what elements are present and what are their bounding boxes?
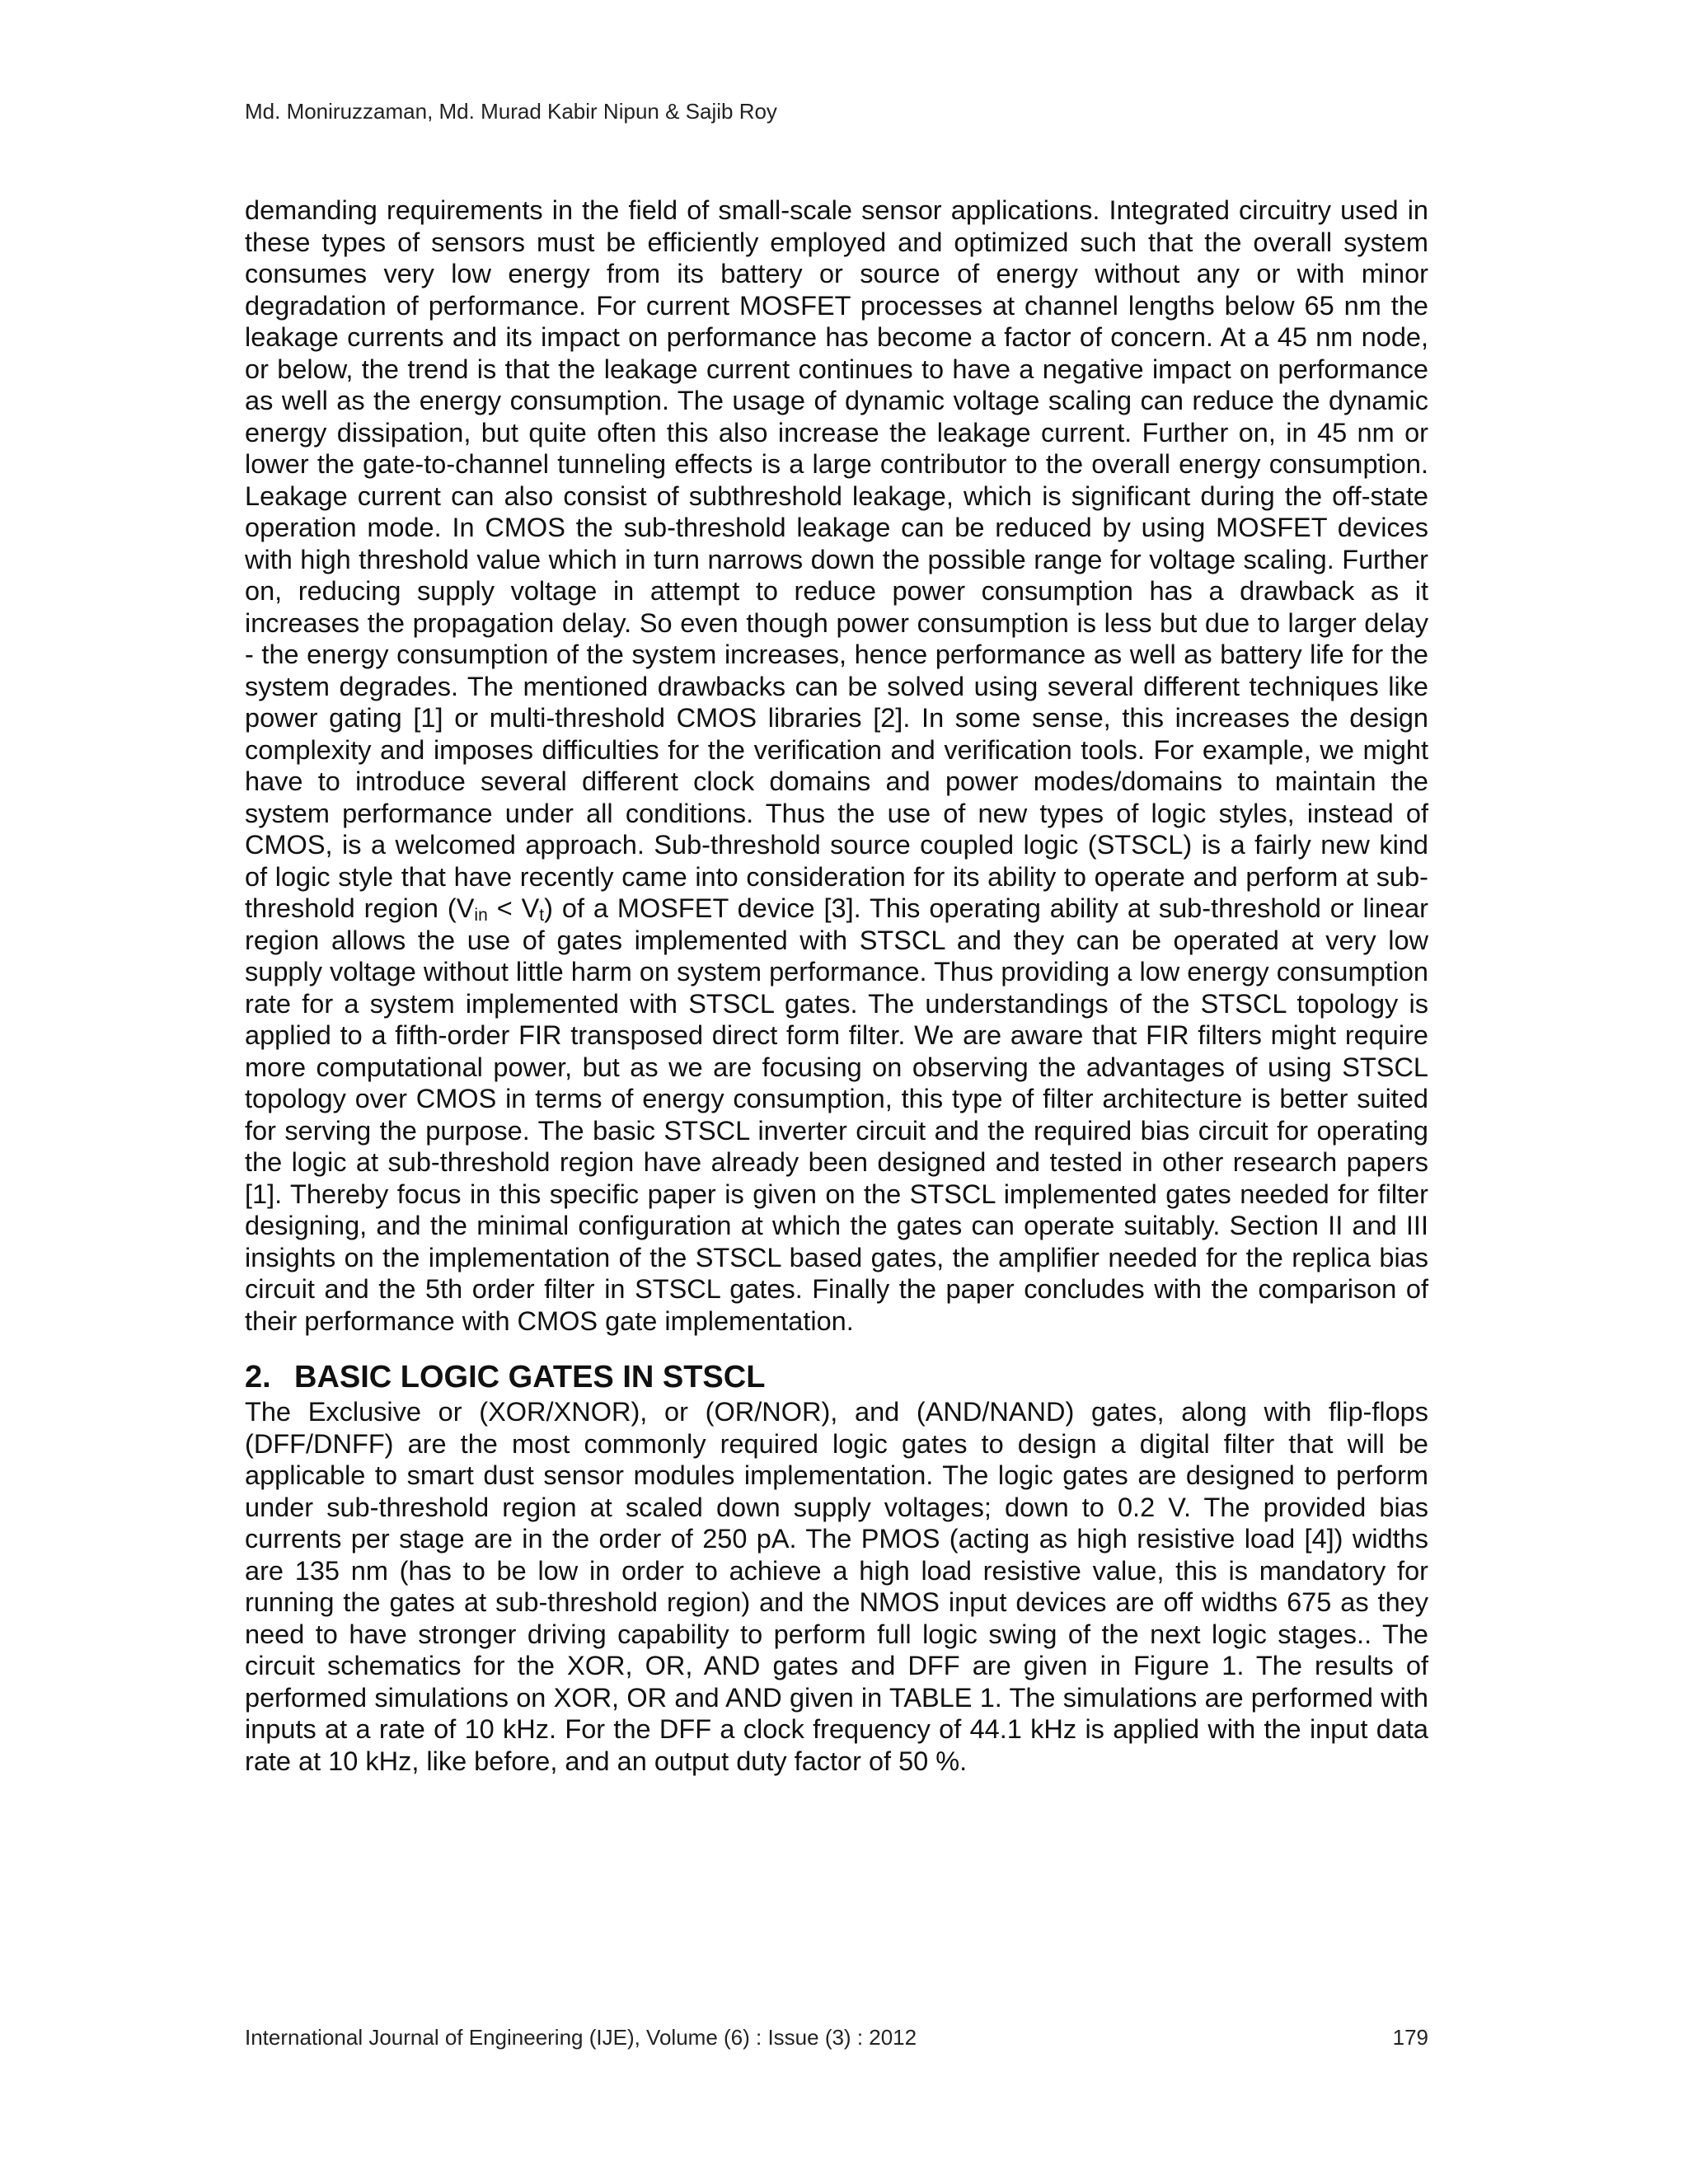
intro-text-part2: ) of a MOSFET device [3]. This operating ability at sub-threshold or linear region allows the use of gates implemented with STSCL and they can be operated at very low supply voltage without little harm on system performance. Thus providing a low energy consumption rate for a system implemented with STSCL gates. The understandings of the STSCL topology is applied to a fifth-order FIR transposed direct form filter. We are aware that FIR filters might require more computational power, but as we are focusing on observing the advantages of using STSCL topology over CMOS in terms of energy consumption, this type of filter architecture is better suited for serving the purpose. The basic STSCL inverter circuit and the required bias circuit for operating the logic at sub-threshold region have already been designed and tested in other research papers [1]. Thereby focus in this specific paper is given on the STSCL implemented gates needed for filter designing, and the minimal configuration at which the gates can operate suitably. Section II and III insights on the implementation of the STSCL based gates, the amplifier needed for the replica bias circuit and the 5th order filter in STSCL gates. Finally the paper concludes with the comparison of their performance with CMOS gate implementation.: [245, 893, 1429, 1336]
section-number: 2.: [245, 1360, 271, 1394]
intro-text-mid: < V: [487, 893, 540, 923]
section-paragraph: The Exclusive or (XOR/XNOR), or (OR/NOR), and (AND/NAND) gates, along with flip-flops (DFF/DNFF) are the most commonly required logic gates to design a digital filter that will be applicable to smart dust sensor modules implementation. The logic gates are designed to perform under sub-threshold region at scaled down supply voltages; down to 0.2 V. The provided bias currents per stage are in the order of 250 pA. The PMOS (acting as high resistive load [4]) widths are 135 nm (has to be low in order to achieve a high load resistive value, this is mandatory for running the gates at sub-threshold region) and the NMOS input devices are off widths 675 as they need to have stronger driving capability to perform full logic swing of the next logic stages.. The circuit schematics for the XOR, OR, AND gates and DFF are given in Figure 1. The results of performed simulations on XOR, OR and AND given in TABLE 1. The simulations are performed with inputs at a rate of 10 kHz. For the DFF a clock frequency of 44.1 kHz is applied with the input data rate at 10 kHz, like before, and an output duty factor of 50 %.: [245, 1397, 1428, 1776]
intro-paragraph: [245, 194, 1428, 1337]
running-head-authors: Md. Moniruzzaman, Md. Murad Kabir Nipun & Sajib Roy: [245, 99, 777, 124]
running-footer: [245, 2023, 1428, 2051]
main-content: [245, 194, 1428, 1777]
subscript-in: in: [474, 906, 488, 925]
section-heading: [245, 1358, 1428, 1396]
journal-citation: International Journal of Engineering (IJE), Volume (6) : Issue (3) : 2012: [245, 2025, 917, 2050]
section-title: BASIC LOGIC GATES IN STSCL: [294, 1360, 766, 1394]
intro-text-part1: demanding requirements in the field of small-scale sensor applications. Integrated circuitry used in these types of sensors must be efficiently employed and optimized such that the overall system consumes very low energy from its battery or source of energy without any or with minor degradation of performance. For current MOSFET processes at channel lengths below 65 nm the leakage currents and its impact on performance has become a factor of concern. At a 45 nm node, or below, the trend is that the leakage current continues to have a negative impact on performance as well as the energy consumption. The usage of dynamic voltage scaling can reduce the dynamic energy dissipation, but quite often this also increase the leakage current. Further on, in 45 nm or lower the gate-to-channel tunneling effects is a large contributor to the overall energy consumption. Leakage current can also consist of subthreshold leakage, which is significant during the off-state operation mode. In CMOS the sub-threshold leakage can be reduced by using MOSFET devices with high threshold value which in turn narrows down the possible range for voltage scaling. Further on, reducing supply voltage in attempt to reduce power consumption has a drawback as it increases the propagation delay. So even though power consumption is less but due to larger delay - the energy consumption of the system increases, hence performance as well as battery life for the system degrades. The mentioned drawbacks can be solved using several different techniques like power gating [1] or multi-threshold CMOS libraries [2]. In some sense, this increases the design complexity and imposes difficulties for the verification and verification tools. For example, we might have to introduce several different clock domains and power modes/domains to maintain the system performance under all conditions. Thus the use of new types of logic styles, instead of CMOS, is a welcomed approach. Sub-threshold source coupled logic (STSCL) is a fairly new kind of logic style that have recently came into consideration for its ability to operate and perform at sub- threshold region (V: [245, 195, 1428, 923]
subscript-t: t: [539, 906, 545, 925]
page-number: 179: [1392, 2025, 1428, 2050]
